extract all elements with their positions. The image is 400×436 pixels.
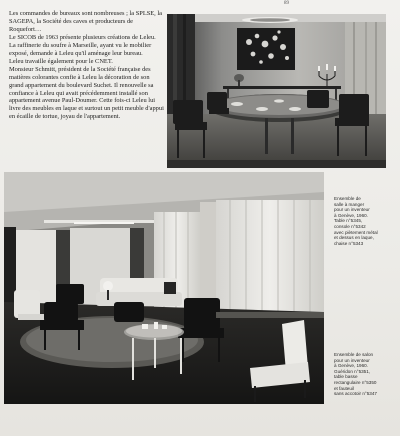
dining-room-caption — [334, 196, 394, 246]
body-text — [9, 10, 164, 121]
caption-line: avec piètement métal — [334, 229, 378, 235]
living-room-illustration — [4, 172, 324, 404]
caption-line: et fauteuil — [334, 385, 354, 391]
caption-line: à Genève, 1960. — [334, 212, 368, 218]
caption-line: chaise n°5343 — [334, 240, 364, 246]
caption-line: pour un inventeur — [334, 357, 370, 363]
caption-line: rectangulaire n°5350 — [334, 379, 377, 385]
page-number: 89 — [284, 1, 289, 6]
caption-line: table basse — [334, 374, 358, 380]
dining-room-photo — [167, 14, 386, 168]
caption-line: sans accotoir n°5347 — [334, 391, 377, 397]
living-room-photo — [4, 172, 324, 404]
body-paragraph-1: Les commandes de bureaux sont nombreuses ; la SPLSE, la SAGEPA, la Société des caves et producteurs de Roquefort… — [9, 10, 162, 33]
caption-line: à Genève, 1960. — [334, 363, 368, 369]
caption-line: Ensemble de — [334, 196, 361, 201]
caption-line: Guéridon n°5351, — [334, 368, 371, 374]
caption-line: et dessus en laque, — [334, 235, 374, 241]
caption-line: pour un inventeur — [334, 207, 370, 213]
caption-line: console n°5342 — [334, 223, 366, 229]
body-paragraph-3: Leleu travaille également pour le CNET. — [9, 57, 113, 65]
caption-line: Table n°5345, — [334, 218, 363, 224]
body-paragraph-2: Le SICOB de 1963 présente plusieurs créations de Leleu. La raffinerie du soufre à Marseille, ayant vu le mobilier exposé, demande à Leleu qu'il aménage leur bureau. — [9, 33, 156, 57]
dining-room-illustration — [167, 14, 386, 168]
caption-line: Ensemble de salon — [334, 352, 374, 357]
caption-line: salle à manger — [334, 201, 365, 207]
living-room-caption — [334, 352, 394, 397]
body-paragraph-4: Monsieur Schmitt, président de la Société française des matières colorantes confie à Leleu la décoration de son grand appartement du boulevard Suchet. Il renouvelle sa confiance à Leleu qui avait précédemment installé son appartement avenue Paul-Doumer. Cette fois-ci Leleu lui livre des meubles en laque et surtout un petit meuble d'appui en écaille de tortue, joyau de l'appartement. — [9, 65, 164, 121]
